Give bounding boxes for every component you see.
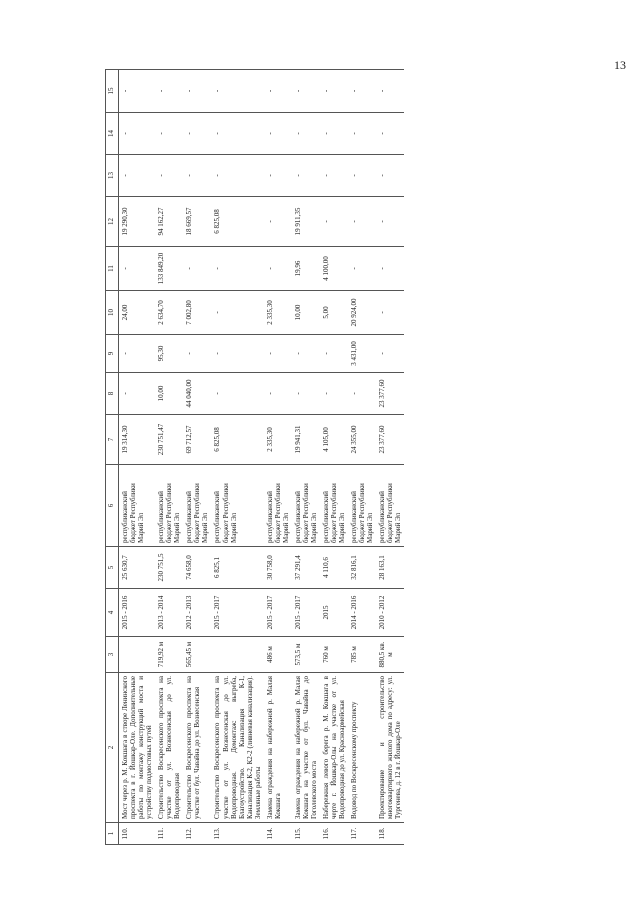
cell-col-12: 19 290,30 [119,197,156,247]
cell-col-6: республиканский бюджет Республики Марий Эл [320,465,348,547]
table-row [264,70,292,845]
cell-col-11: - [183,247,211,291]
cell-col-14: - [320,113,348,155]
cell-col-8: 10,00 [155,373,183,415]
cell-col-3: 785 м [348,637,376,673]
cell-col-8: - [211,373,263,415]
cell-col-11: - [348,247,376,291]
cell-col-10: - [376,291,404,335]
table-row [211,70,263,845]
table-row [292,70,320,845]
cell-col-13: - [119,155,156,197]
cell-col-7: 69 712,57 [183,415,211,465]
cell-col-4: 2012 - 2013 [183,589,211,637]
cell-col-5: 28 163,1 [376,547,404,589]
cell-col-4: 2015 - 2017 [211,589,263,637]
cell-col-4: 2010 - 2012 [376,589,404,637]
cell-col-2: Строительство Воскресенского проспекта на участке от ул. Вознесенская до ул. Водопроводная [155,673,183,823]
cell-col-3: 880,5 кв. м [376,637,404,673]
column-header-1: 1 [106,823,119,845]
cell-col-2: Строительство Воскресенского проспекта на участке от ул. Вознесенская до ул. Водопроводная. Демонтаж: выгреба, Благоустройство. Канализация К-1, Канализация К-2, К2-2 (ливневая канализация). Земляные работы [211,673,263,823]
cell-col-12: 6 825,08 [211,197,263,247]
cell-col-10: 10,00 [292,291,320,335]
cell-col-11: - [376,247,404,291]
cell-col-5: 6 825,1 [211,547,263,589]
cell-col-10: 7 002,80 [183,291,211,335]
cell-col-5: 230 751,5 [155,547,183,589]
cell-col-12: - [348,197,376,247]
column-header-13: 13 [106,155,119,197]
cell-col-14: - [183,113,211,155]
column-header-3: 3 [106,637,119,673]
cell-col-14: - [119,113,156,155]
cell-col-5: 4 110,6 [320,547,348,589]
cell-col-11: - [264,247,292,291]
cell-col-13: - [183,155,211,197]
cell-col-2: Водовод по Воскресенскому проспекту [348,673,376,823]
cell-col-8: 23 377,60 [376,373,404,415]
cell-col-7: 2 335,30 [264,415,292,465]
cell-col-1: 116. [320,823,348,845]
cell-col-1: 118. [376,823,404,845]
column-header-14: 14 [106,113,119,155]
cell-col-11: 133 849,20 [155,247,183,291]
cell-col-5: 25 630,7 [119,547,156,589]
cell-col-8: - [292,373,320,415]
cell-col-13: - [348,155,376,197]
cell-col-3: 565,45 м [183,637,211,673]
cell-col-6: республиканский бюджет Республики Марий Эл [376,465,404,547]
column-header-6: 6 [106,465,119,547]
cell-col-11: - [119,247,156,291]
cell-col-7: 19 314,30 [119,415,156,465]
cell-col-10: 5,00 [320,291,348,335]
cell-col-4: 2015 - 2017 [292,589,320,637]
cell-col-8: - [348,373,376,415]
table-row [376,70,404,845]
cell-col-6: республиканский бюджет Республики Марий Эл [348,465,376,547]
cell-col-6: республиканский бюджет Республики Марий Эл [119,465,156,547]
column-header-5: 5 [106,547,119,589]
column-header-15: 15 [106,70,119,113]
cell-col-3: 573,5 м [292,637,320,673]
table-row [320,70,348,845]
cell-col-1: 117. [348,823,376,845]
cell-col-6: республиканский бюджет Республики Марий Эл [264,465,292,547]
cell-col-9: - [211,335,263,373]
cell-col-15: - [211,70,263,113]
cell-col-4: 2015 - 2017 [264,589,292,637]
cell-col-3: 760 м [320,637,348,673]
rotated-table-container [105,70,620,845]
table-row [119,70,156,845]
cell-col-12: 19 911,35 [292,197,320,247]
cell-col-1: 115. [292,823,320,845]
cell-col-7: 23 377,60 [376,415,404,465]
cell-col-7: 24 355,00 [348,415,376,465]
cell-col-2: Замена ограждения на набережной р. Малая Кокшага на участке от бул. Чавайна до Гоголевского моста [292,673,320,823]
cell-col-13: - [211,155,263,197]
cell-col-7: 6 825,08 [211,415,263,465]
table-row [155,70,183,845]
cell-col-6: республиканский бюджет Республики Марий Эл [155,465,183,547]
cell-col-4: 2015 - 2016 [119,589,156,637]
cell-col-9: 95,30 [155,335,183,373]
cell-col-15: - [119,70,156,113]
cell-col-15: - [320,70,348,113]
cell-col-7: 4 105,00 [320,415,348,465]
cell-col-8: - [264,373,292,415]
cell-col-2: Мост через р. М. Кокшага в створе Ленинского проспекта в г. Йошкар-Оле. Дополнительные работы по монтажу конструкций моста и устройству подмостовых путей [119,673,156,823]
cell-col-13: - [376,155,404,197]
table-body [119,70,405,845]
cell-col-5: 32 816,1 [348,547,376,589]
cell-col-3 [211,637,263,673]
cell-col-4: 2014 - 2016 [348,589,376,637]
cell-col-14: - [376,113,404,155]
cell-col-9: - [292,335,320,373]
cell-col-15: - [155,70,183,113]
cell-col-12: 94 162,27 [155,197,183,247]
cell-col-9: - [320,335,348,373]
cell-col-8: - [119,373,156,415]
cell-col-14: - [292,113,320,155]
cell-col-13: - [264,155,292,197]
cell-col-5: 37 291,4 [292,547,320,589]
cell-col-14: - [264,113,292,155]
cell-col-9: - [119,335,156,373]
cell-col-3: 719,92 м [155,637,183,673]
cell-col-8: 44 040,00 [183,373,211,415]
cell-col-15: - [264,70,292,113]
cell-col-13: - [155,155,183,197]
cell-col-7: 230 751,47 [155,415,183,465]
cell-col-4: 2013 - 2014 [155,589,183,637]
column-header-11: 11 [106,247,119,291]
cell-col-11: - [211,247,263,291]
column-header-4: 4 [106,589,119,637]
page-number: 13 [614,58,626,72]
cell-col-13: - [320,155,348,197]
investment-projects-table [105,69,404,845]
cell-col-9: - [183,335,211,373]
cell-col-2: Замена ограждения на набережной р. Малая Кокшага [264,673,292,823]
cell-col-11: 19,96 [292,247,320,291]
table-row [183,70,211,845]
cell-col-14: - [155,113,183,155]
cell-col-1: 113. [211,823,263,845]
column-header-7: 7 [106,415,119,465]
column-header-8: 8 [106,373,119,415]
cell-col-6: республиканский бюджет Республики Марий Эл [211,465,263,547]
cell-col-3 [119,637,156,673]
cell-col-5: 30 758,0 [264,547,292,589]
cell-col-11: 4 100,00 [320,247,348,291]
cell-col-10: 24,00 [119,291,156,335]
cell-col-12: - [264,197,292,247]
cell-col-1: 111. [155,823,183,845]
cell-col-15: - [348,70,376,113]
cell-col-6: республиканский бюджет Республики Марий Эл [183,465,211,547]
cell-col-5: 74 658,0 [183,547,211,589]
cell-col-14: - [211,113,263,155]
table-row [348,70,376,845]
cell-col-15: - [376,70,404,113]
column-number-row [106,70,119,845]
cell-col-12: - [376,197,404,247]
cell-col-7: 19 941,31 [292,415,320,465]
cell-col-6: республиканский бюджет Республики Марий Эл [292,465,320,547]
column-header-2: 2 [106,673,119,823]
cell-col-10: - [211,291,263,335]
column-header-10: 10 [106,291,119,335]
cell-col-9: - [376,335,404,373]
cell-col-3: 486 м [264,637,292,673]
cell-col-2: Строительство Воскресенского проспекта на участке от бул. Чавайна до ул. Вознесенская [183,673,211,823]
cell-col-10: 2 634,70 [155,291,183,335]
cell-col-12: - [320,197,348,247]
cell-col-9: 3 431,00 [348,335,376,373]
cell-col-8: - [320,373,348,415]
cell-col-12: 18 669,57 [183,197,211,247]
cell-col-2: Проектирование и строительство многоквартирного жилого дома по адресу: ул. Тургенева, д. 12 в г. Йошкар-Оле [376,673,404,823]
column-header-12: 12 [106,197,119,247]
cell-col-1: 110. [119,823,156,845]
cell-col-10: 2 335,30 [264,291,292,335]
cell-col-10: 20 924,00 [348,291,376,335]
cell-col-15: - [292,70,320,113]
cell-col-9: - [264,335,292,373]
column-header-9: 9 [106,335,119,373]
cell-col-4: 2015 [320,589,348,637]
cell-col-13: - [292,155,320,197]
cell-col-1: 112. [183,823,211,845]
cell-col-1: 114. [264,823,292,845]
cell-col-15: - [183,70,211,113]
cell-col-14: - [348,113,376,155]
cell-col-2: Набережная левого берега р. М. Кокшага в черте г. Йошкар-Олы на участке от ул. Водопроводная до ул. Красноармейская [320,673,348,823]
